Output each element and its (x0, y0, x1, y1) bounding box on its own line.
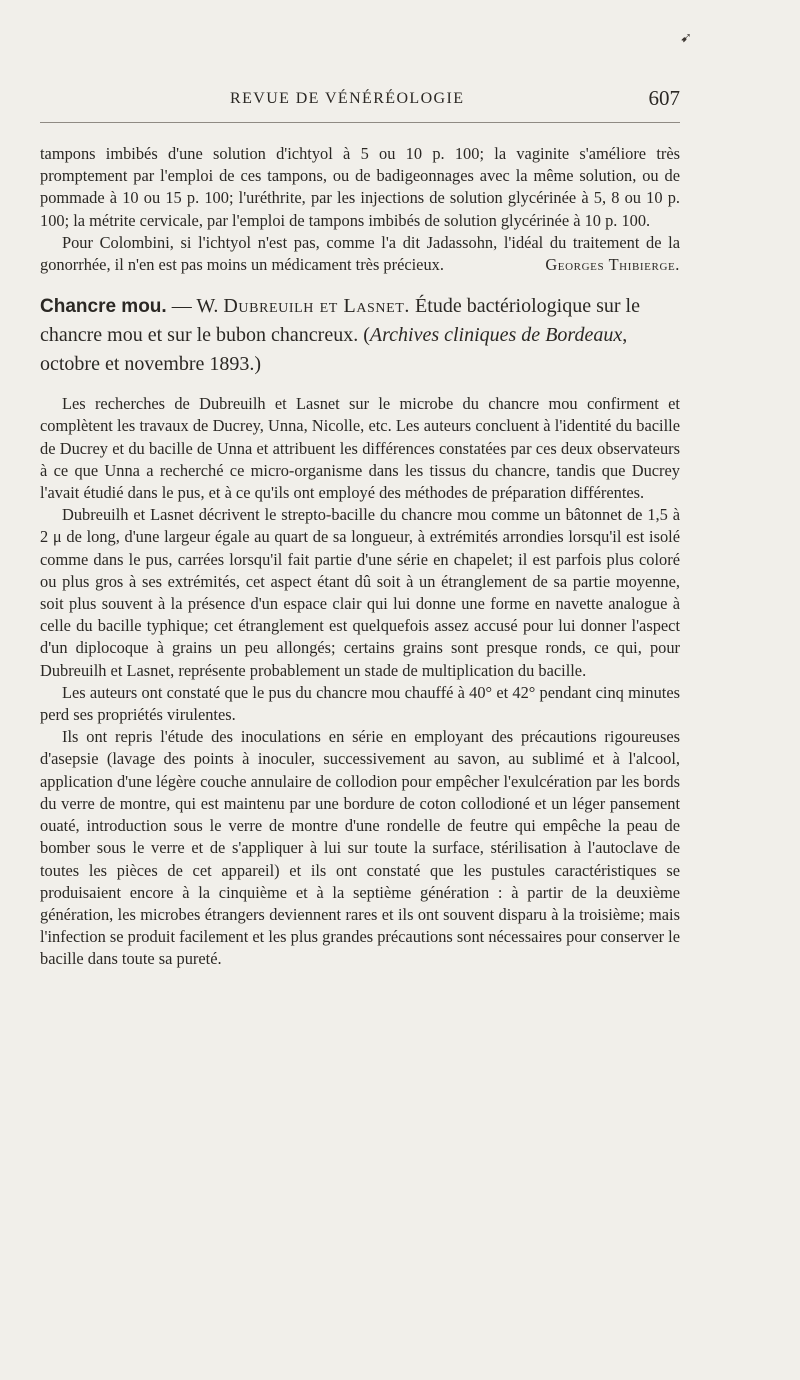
rubric-title: Chancre mou. (40, 296, 167, 318)
review-title: Étude bactériologique sur le chancre mou et sur le bubon chancreux. ( (40, 295, 640, 347)
publication-date: , octobre et novembre 1893.) (40, 324, 628, 376)
review-paragraph-2: Dubreuilh et Lasnet décrivent le strepto-bacille du chancre mou comme un bâtonnet de 1,5 à 2 μ de long, d'une largeur égale au quart de sa longueur, à extrémités arrondies lorsqu'il est isolé comme dans le pus, carrées lorsqu'il fait partie d'une série en chapelet; il est parfois plus coloré ou plus gros à ses extrémités, cet aspect étant dû soit à un étranglement de sa partie moyenne, soit plus souvent à la présence d'un espace clair qui lui donne une forme en navette analogue à celle du bacille typhique; cet étranglement est quelquefois assez accusé pour lui donner l'aspect d'un diplocoque à grains un peu allongés; certains grains sont presque ronds, ce qui, pour Dubreuilh et Lasnet, représente probablement un stade de multiplication du bacille. (40, 505, 680, 680)
page-header (40, 86, 680, 114)
review-heading (40, 292, 680, 379)
review-paragraph-1: Les recherches de Dubreuilh et Lasnet sur le microbe du chancre mou confirment et complètent les travaux de Ducrey, Unna, Nicolle, etc. Les auteurs concluent à l'identité du bacille de Ducrey et du bacille de Unna et attribuent les différences constatées par ces deux observateurs à ce que Unna a recherché ce micro-organisme dans les tissus du chancre, tandis que Ducrey l'avait étudié dans le pus, et à ce qu'ils ont employé des méthodes de préparation différentes. (40, 394, 680, 503)
page-number: 607 (648, 86, 680, 110)
journal-page (40, 0, 680, 1380)
review-paragraph-4: Ils ont repris l'étude des inoculations en série en employant des précautions rigoureuses d'asepsie (lavage des points à inoculer, successivement au savon, au sublimé et à l'alcool, application d'une légère couche annulaire de collodion pour empêcher l'exulcération par les bords du verre de montre, qui est maintenu par une bordure de coton collodioné et un léger pansement ouaté, introduction sous le verre de montre d'une rondelle de feutre qui empêche la peau de bomber sous le verre et de s'appliquer à lui sur toute la surface, stérilisation à l'autoclave de toutes les pièces de cet appareil) et ils ont constaté que les pustules caractéristiques se produisaient encore à la cinquième et à la septième génération : à partir de la deuxième génération, les microbes étrangers deviennent rares et ils ont souvent disparu à la troisième; mais l'infection se produit facilement et les plus grandes précautions sont nécessaires pour conserver le bacille dans toute sa pureté. (40, 727, 680, 969)
header-rule (40, 122, 680, 123)
review-paragraph-3: Les auteurs ont constaté que le pus du chancre mou chauffé à 40° et 42° pendant cinq minutes perd ses propriétés virulentes. (40, 682, 680, 725)
margin-mark: ➹ (680, 31, 692, 46)
heading-dash: — W. (166, 295, 224, 318)
journal-name: Archives cliniques de Bordeaux (369, 324, 623, 347)
review-authors: Dubreuilh et Lasnet. (223, 295, 411, 318)
conclusion-paragraph: Pour Colombini, si l'ichtyol n'est pas, comme l'a dit Jadassohn, l'idéal du traitement de la gonorrhée, il n'en est pas moins un médicament très précieux. (40, 232, 680, 275)
article-body (40, 143, 680, 971)
reviewer-signature: Georges Thibierge. (545, 255, 680, 275)
continued-paragraph: tampons imbibés d'une solution d'ichtyol à 5 ou 10 p. 100; la vaginite s'améliore très promptement par l'emploi de ces tampons, ou de badigeonnages avec la même solution, ou de pommade à 10 ou 15 p. 100; l'uréthrite, par les injections de solution glycérinée à 5, 8 ou 10 p. 100; la métrite cervicale, par l'emploi de tampons imbibés de solution glycérinée à 10 p. 100. (40, 144, 680, 230)
running-title: REVUE DE VÉNÉRÉOLOGIE (230, 90, 465, 107)
